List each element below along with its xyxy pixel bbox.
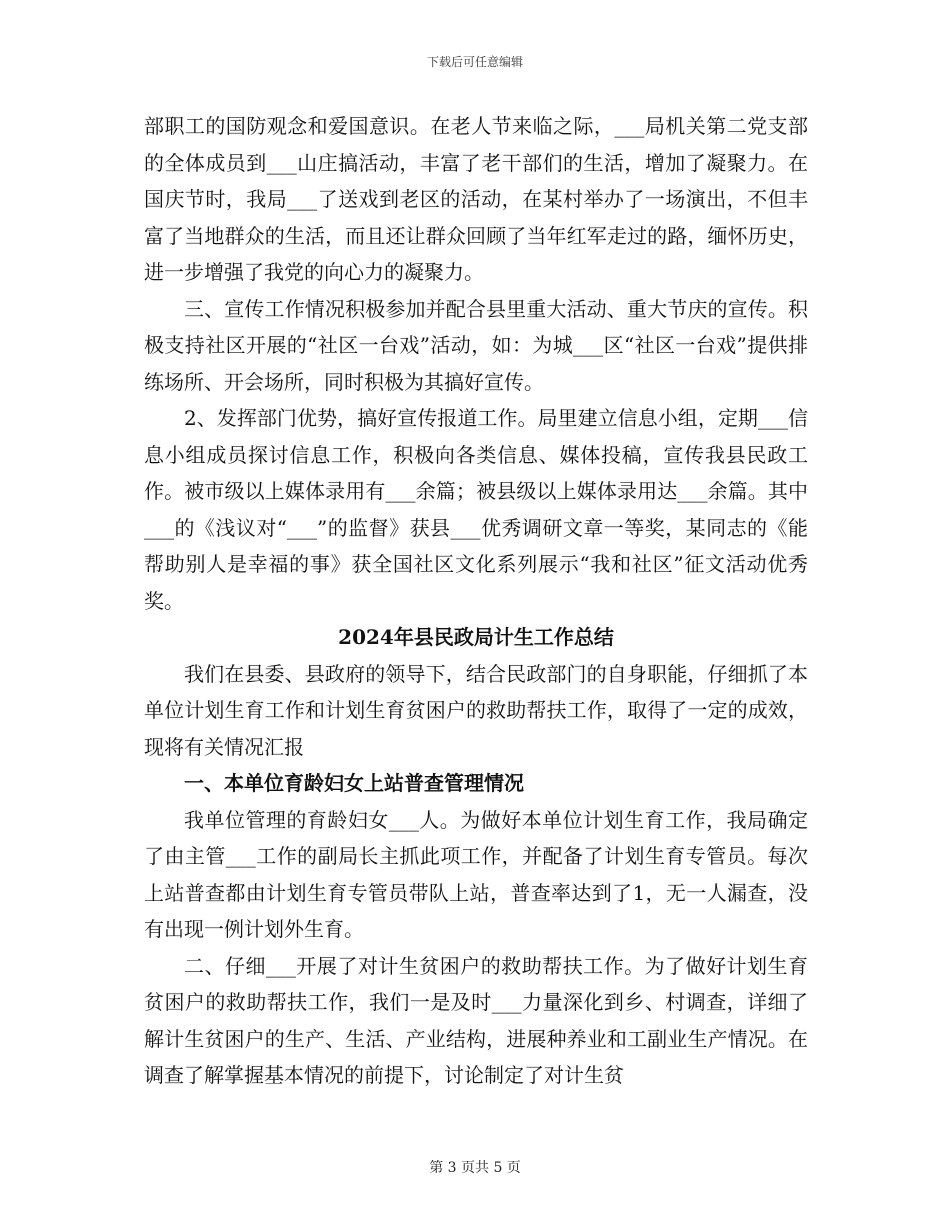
paragraph-intro: 我们在县委、县政府的领导下，结合民政部门的自身职能，仔细抓了本单位计划生育工作和计划生育贫困户的救助帮扶工作，取得了一定的成效，现将有关情况汇报: [144, 661, 808, 759]
section-heading: 一、本单位育龄妇女上站普查管理情况: [184, 771, 524, 795]
paragraph-assistance: 二、仔细___开展了对计生贫困户的救助帮扶工作。为了做好计划生育贫困户的救助帮扶工作，我们一是及时___力量深化到乡、村调查，详细了解计生贫困户的生产、生活、产业结构，进展种养业和工副业生产情况。在调查了解掌握基本情况的前提下，讨论制定了对计生贫: [144, 953, 808, 1087]
document-body: [144, 108, 808, 1094]
section-title: 2024年县民政局计生工作总结: [338, 625, 614, 649]
page-header: 下载后可任意编辑: [426, 55, 523, 69]
paragraph-continued: 部职工的国防观念和爱国意识。在老人节来临之际，___局机关第二党支部的全体成员到___山庄搞活动，丰富了老干部们的生活，增加了凝聚力。在国庆节时，我局___了送戏到老区的活动，在某村举办了一场演出，不但丰富了当地群众的生活，而且还让群众回顾了当年红军走过的路，缅怀历史，进一步增强了我党的向心力的凝聚力。: [144, 114, 808, 284]
paragraph-publicity: 三、宣传工作情况积极参加并配合县里重大活动、重大节庆的宣传。积极支持社区开展的“社区一台戏”活动，如：为城___区“社区一台戏”提供排练场所、开会场所，同时积极为其搞好宣传。: [144, 296, 808, 394]
paragraph-reporting: 2、发挥部门优势，搞好宣传报道工作。局里建立信息小组，定期___信息小组成员探讨信息工作，积极向各类信息、媒体投稿，宣传我县民政工作。被市级以上媒体录用有___余篇；被县级以上媒体录用达___余篇。其中___的《浅议对“___”的监督》获县___优秀调研文章一等奖，某同志的《能帮助别人是幸福的事》获全国社区文化系列展示“我和社区”征文活动优秀奖。: [144, 406, 808, 613]
paragraph-census: 我单位管理的育龄妇女___人。为做好本单位计划生育工作，我局确定了由主管___工作的副局长主抓此项工作，并配备了计划生育专管员。每次上站普查都由计划生育专管员带队上站，普查率达到了1，无一人漏查，没有出现一例计划外生育。: [144, 807, 808, 941]
page-footer: 第 3 页共 5 页: [429, 1160, 521, 1176]
